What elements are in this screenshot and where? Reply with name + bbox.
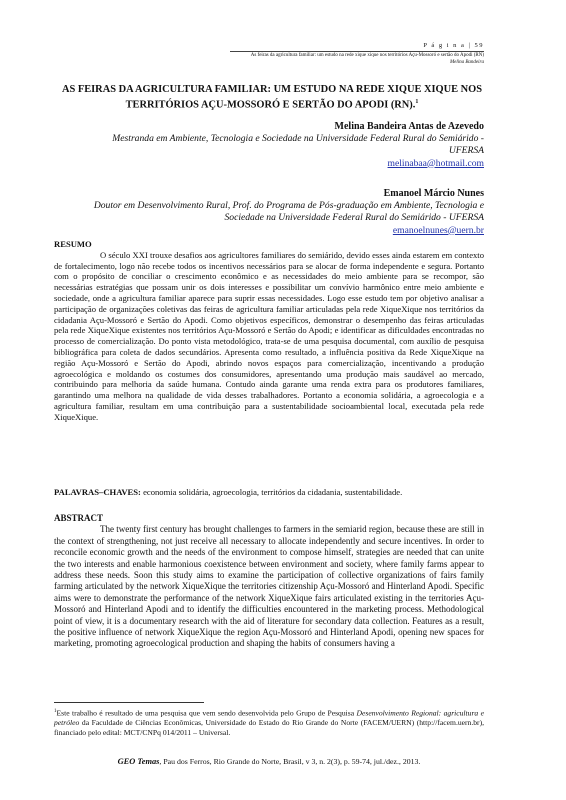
running-title: As feiras da agricultura familiar: um estudo na rede xique xique nos territórios Açu-Mossoró e sertão do Apodi (RN)	[250, 53, 484, 58]
author-name: Melina Bandeira Antas de Azevedo	[334, 121, 484, 132]
journal-logo: GEO Temas	[117, 757, 160, 766]
footnote-group-name: Desenvolvimento Regional: agricultura e petróleo	[54, 708, 484, 728]
abstract-body: The twenty first century has brought challenges to farmers in the semiarid region, because these are still in the context of strengthening, not just receive all necessary to allocate independently and secure incentives. In order to reconcile economic growth and the needs of the environment to compose himself, strategies are needed that can unite the two interests and enable harmonious coexistence between environment and society, where family farms appear to address these needs. Soon this study aims to examine the participation of collective organizations of fairs family farming articulated by the network XiqueXique the territories citizenship Açu-Mossoró and Hinterland Apodi. Specific aims were to demonstrate the performance of the network XiqueXique fairs articulated existing in the territories Açu-Mossoró and Hinterland Apodi and to identify the difficulties encountered in the marketing process. Methodological point of view, it is a documentary research with the aid of literature for secondary data collection. Features as a result, the positive influence of network XiqueXique the region Açu-Mossoró and Hinterland Apodi, opening new spaces for marketing, promoting agroecological production and shaping the habits of consumers having a	[54, 524, 484, 649]
header-rule	[230, 51, 484, 52]
author-block-1	[100, 121, 484, 170]
page-footer	[54, 757, 484, 766]
keywords-label: PALAVRAS–CHAVES:	[54, 487, 141, 497]
author-affiliation: Mestranda em Ambiente, Tecnologia e Sociedade na Universidade Federal Rural do Semiárido - UFERSA	[112, 133, 484, 157]
keywords-text: economia solidária, agroecologia, territórios da cidadania, sustentabilidade.	[143, 487, 403, 497]
article-title	[60, 83, 484, 111]
author-email-link[interactable]: emanoelnunes@uern.br	[392, 224, 484, 236]
running-author: Melina Bandeira	[449, 60, 484, 65]
author-email-link[interactable]: melinabaa@hotmail.com	[387, 157, 484, 169]
footnote-rule	[54, 702, 204, 703]
footnote-text-a: Este trabalho é resultado de uma pesquisa que vem sendo desenvolvida pelo Grupo de Pesquisa	[56, 708, 355, 718]
resumo-section	[54, 239, 484, 423]
abstract-section	[54, 513, 484, 650]
resumo-heading: RESUMO	[54, 239, 92, 249]
footer-citation: , Pau dos Ferros, Rio Grande do Norte, Brasil, v 3, n. 2(3), p. 59-74, jul./dez., 2013.	[159, 757, 421, 766]
author-block-2	[90, 188, 484, 237]
title-footnote-mark[interactable]: 1	[415, 99, 419, 105]
article-title-text: AS FEIRAS DA AGRICULTURA FAMILIAR: UM ESTUDO NA REDE XIQUE XIQUE NOS TERRITÓRIOS AÇU-MOSSORÓ E SERTÃO DO APODI (RN).	[61, 84, 482, 111]
footnote-text-b: da Faculdade de Ciências Econômicas, Universidade do Estado do Rio Grande do Norte (FACEM/UERN) (http://facem.uern.br), financiado pelo edital: MCT/CNPq 014/2011 – Universal.	[54, 718, 484, 738]
resumo-body: O século XXI trouxe desafios aos agricultores familiares do semiárido, devido esses ainda estarem em contexto de fortalecimento, logo não recebe todos os incentivos necessários para se alocar de forma independente e segura. Portanto com o propósito de conciliar o crescimento econômico e as necessidades do meio ambiente para se recompor, são necessárias estratégias que possam unir os dois interesses e possibilitar um convívio harmônico entre meio ambiente e sociedade, onde a agricultura familiar aparece para suprir essas necessidades. Logo esse estudo tem por objetivo analisar a participação de organizações coletivas das feiras de agricultura familiar articuladas pela rede XiqueXique nos territórios da cidadania Açu-Mossoró e Sertão do Apodi. Como objetivos específicos, demonstrar o desempenho das feiras articuladas pela rede XiqueXique existentes nos territórios Açu-Mossoró e Sertão do Apodi; e identificar as dificuldades encontradas no processo de comercialização. Do ponto vista metodológico, trata-se de uma pesquisa documental, com auxílio de pesquisa bibliográfica para coleta de dados secundários. Apresenta como resultado, a influência positiva da Rede XiqueXique na região Açu-Mossoró e Sertão do Apodi, abrindo novos espaços para comercialização, incentivando a produção agroecológica e moldando os costumes dos consumidores, apresentando uma produção mais saudável ao mercado, contribuindo para melhoria da saúde humana. Contudo ainda garante uma renda extra para os produtores familiares, garantindo uma melhora na qualidade de vida desses trabalhadores. Portanto a economia solidária, a agroecologia e a agricultura familiar, resultam em uma contribuição para a sustentabilidade socioambiental local, executada pela rede XiqueXique.	[54, 249, 484, 422]
footnote	[54, 707, 484, 738]
author-name: Emanoel Márcio Nunes	[383, 188, 484, 199]
keywords	[54, 487, 484, 498]
page-number: P á g i n a | 59	[423, 42, 484, 49]
author-affiliation: Doutor em Desenvolvimento Rural, Prof. do Programa de Pós-graduação em Ambiente, Tecnologia e Sociedade na Universidade Federal Rural do Semiárido - UFERSA	[93, 200, 484, 224]
abstract-heading: ABSTRACT	[54, 513, 104, 523]
footnote-mark: 1	[54, 709, 57, 714]
